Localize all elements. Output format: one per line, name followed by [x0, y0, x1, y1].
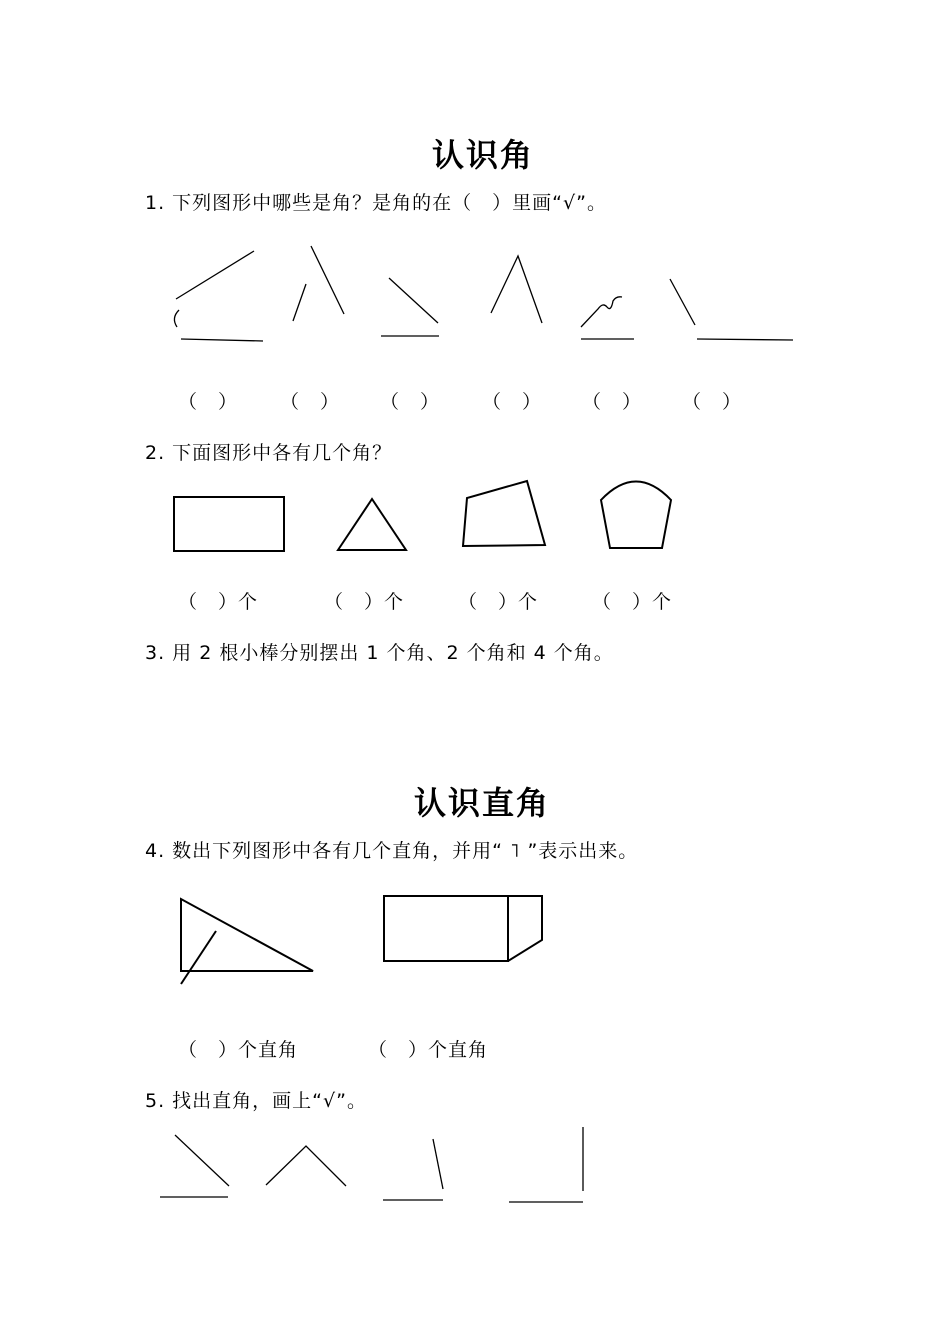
q1-figure-2-separate-lines — [293, 246, 344, 321]
q1-figure-4-angle — [491, 256, 542, 323]
q2-blank-2[interactable]: （ ）个 — [324, 591, 405, 613]
q1-blank-2[interactable]: （ ） — [280, 391, 341, 413]
question-2: 2. 下面图形中各有几个角？ — [145, 442, 393, 464]
q2-quadrilateral — [463, 481, 545, 546]
q2-blank-3[interactable]: （ ）个 — [458, 591, 539, 613]
q5-figure-4 — [509, 1127, 583, 1202]
question-4: 4. 数出下列图形中各有几个直角，并用“ ˥ ”表示出来。 — [145, 840, 639, 862]
q1-blank-6[interactable]: （ ） — [682, 391, 743, 413]
q1-figure-5-curved-side — [581, 297, 634, 339]
question-1: 1. 下列图形中哪些是角？是角的在（ ）里画“√”。 — [145, 192, 607, 214]
q4-blank-1[interactable]: （ ）个直角 — [178, 1039, 299, 1061]
question-5: 5. 找出直角，画上“√”。 — [145, 1090, 367, 1112]
question-3: 3. 用 2 根小棒分别摆出 1 个角、2 个角和 4 个角。 — [145, 642, 614, 664]
q4-box-shape — [384, 896, 542, 961]
q2-triangle — [338, 499, 406, 550]
q1-blank-5[interactable]: （ ） — [582, 391, 643, 413]
q2-rectangle — [174, 497, 284, 551]
section1-title: 认识角 — [432, 136, 535, 174]
q1-blank-1[interactable]: （ ） — [178, 391, 239, 413]
q1-figure-1-open-lines — [174, 251, 263, 341]
q4-right-triangle-with-line — [181, 899, 313, 984]
q4-blank-2[interactable]: （ ）个直角 — [368, 1039, 489, 1061]
q5-figure-1 — [160, 1135, 229, 1197]
q1-blank-3[interactable]: （ ） — [380, 391, 441, 413]
q5-figure-2 — [266, 1146, 346, 1186]
q2-blank-1[interactable]: （ ）个 — [178, 591, 259, 613]
q2-blank-4[interactable]: （ ）个 — [592, 591, 673, 613]
q1-figure-3-angle — [381, 278, 439, 336]
q1-blank-4[interactable]: （ ） — [482, 391, 543, 413]
section2-title: 认识直角 — [414, 784, 551, 822]
q1-figure-6-open-lines — [670, 279, 793, 340]
q5-figure-3 — [383, 1139, 443, 1200]
q2-arched-shape — [601, 482, 671, 549]
